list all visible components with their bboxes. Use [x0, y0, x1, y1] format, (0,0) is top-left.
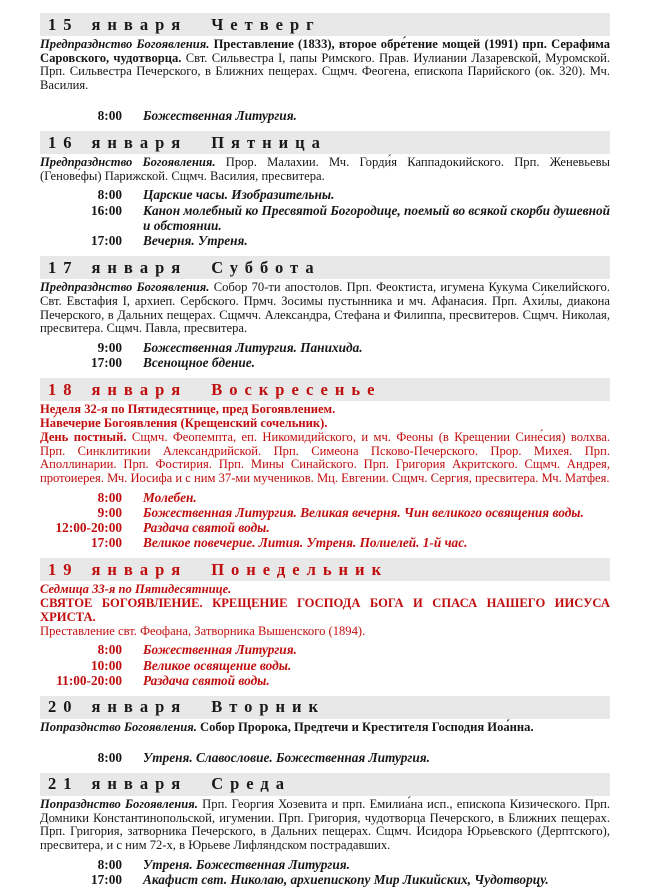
- service-title: Канон молебный ко Пресвятой Богородице, поемый во всякой скорби душевной и обстоянии.: [143, 202, 611, 233]
- feast-description: [40, 597, 610, 624]
- feast-text: Неделя 32-я по Пятидесятнице, пред Богоявлением.: [40, 402, 336, 417]
- day-weekday: Четверг: [211, 14, 321, 34]
- day-section: [40, 378, 610, 550]
- day-date: 15: [48, 14, 79, 34]
- feast-description: [40, 798, 610, 853]
- service-time: 8:00: [97, 489, 122, 505]
- service-row: [40, 203, 610, 233]
- service-time: 8:00: [97, 856, 122, 872]
- day-month: января: [91, 559, 188, 579]
- service-row: [40, 108, 610, 123]
- feast-text: День постный.: [40, 429, 132, 444]
- service-list: [40, 642, 610, 688]
- service-row: [40, 673, 610, 688]
- day-date: 18: [48, 379, 79, 399]
- feast-text: Сщмч. Феопемпта, еп. Никомидийского, и мч. Феоны (в Крещении Сине́сия) волхва. Прп. Синклитикии Александрийской. Прп. Симеона Псково-Печерского. Прор. Михея. Прп. Аполлинарии. Прп. Фостирия. Прп. Мины Синайского. Прп. Григория Акритского. Сщмч. Андрея, протоиерея. Мч. Иосифа и с ним 37-ми мучеников. Мц. Евгении. Сщмч. Сергия, пресвитера. Мч. Матфея.: [40, 429, 610, 485]
- service-row: [40, 233, 610, 248]
- day-date: 17: [48, 257, 79, 277]
- service-row: [40, 535, 610, 550]
- service-time: 16:00: [90, 202, 122, 218]
- service-time: 9:00: [97, 504, 122, 520]
- feast-text: Седмица 33-я по Пятидесятнице.: [40, 582, 232, 597]
- service-title: Утреня. Божественная Литургия.: [143, 856, 350, 872]
- feast-description: [40, 431, 610, 486]
- feast-text: Преставление свт. Феофана, Затворника Вышенского (1894).: [40, 623, 366, 638]
- day-section: [40, 558, 610, 687]
- day-descriptions: [40, 281, 610, 336]
- feast-description: [40, 625, 610, 639]
- day-header: [40, 131, 610, 154]
- feast-text: На́вечерие Богоявления (Крещенский сочельник).: [40, 416, 328, 431]
- day-month: января: [91, 379, 188, 399]
- service-title: Царские часы. Изобразительны.: [143, 187, 335, 203]
- day-header: [40, 256, 610, 279]
- feast-text: Свт. Сильвестра I, папы Римского. Прав. Иулиании Лазаревской, Муромской. Прп. Сильвестра Печерского, в Ближних пещерах. Сщмч. Феогена, епископа Парийского (ок. 320). Мч. Василия.: [40, 50, 611, 93]
- service-title: Божественная Литургия. Панихида.: [143, 340, 363, 356]
- service-row: [40, 857, 610, 872]
- day-weekday: Среда: [211, 774, 291, 794]
- service-time: 9:00: [97, 340, 122, 356]
- service-list: [40, 490, 610, 551]
- service-list: [40, 750, 610, 765]
- service-list: [40, 857, 610, 887]
- service-row: [40, 872, 610, 887]
- service-row: [40, 355, 610, 370]
- service-title: Утреня. Славословие. Божественная Литургия.: [143, 749, 430, 765]
- feast-text: Предпразднство Богоявления.: [40, 280, 214, 295]
- feast-text: Преставление (1833), второе обре́тение мощей (1991) прп. Серафима Саровского, чудотворца.: [40, 37, 610, 65]
- day-descriptions: [40, 156, 610, 183]
- day-header: [40, 773, 610, 796]
- feast-text: Собор Пророка, Предтечи и Крестителя Господня Иоа́нна.: [200, 719, 534, 734]
- service-title: Раздача святой воды.: [143, 520, 270, 536]
- service-time: 17:00: [90, 355, 122, 371]
- service-row: [40, 750, 610, 765]
- feast-text: Предпразднство Богоявления.: [40, 155, 226, 170]
- feast-text: Прп. Георгия Хозевита и прп. Емилиа́на исп., епископа Кизического. Прп. Домники Константинопольской, игумении. Прп. Григория, чудотворца Печерского, в Ближних пещерах. Прп. Григория, затворника Печерского, в Дальних пещерах. Сщмч. Исидора Юрьевского (Дерптского), пресвитера, и с ним 72-х, в Юрьеве Лифляндском пострадавших.: [40, 796, 610, 852]
- feast-description: [40, 403, 610, 417]
- day-weekday: Вторник: [211, 697, 326, 717]
- feast-text: Попразднство Богоявления.: [40, 796, 203, 811]
- service-row: [40, 520, 610, 535]
- feast-description: [40, 417, 610, 431]
- day-descriptions: [40, 798, 610, 853]
- day-month: января: [91, 257, 188, 277]
- day-weekday: Суббота: [211, 257, 321, 277]
- day-date: 21: [48, 774, 79, 794]
- day-date: 19: [48, 559, 79, 579]
- day-section: [40, 256, 610, 370]
- service-time: 8:00: [97, 642, 122, 658]
- day-section: [40, 131, 610, 248]
- feast-text: Предпразднство Богоявления.: [40, 37, 214, 51]
- day-month: января: [91, 14, 188, 34]
- service-title: Божественная Литургия.: [143, 642, 297, 658]
- service-title: Великое освящение воды.: [143, 657, 292, 673]
- day-header: [40, 13, 610, 36]
- service-title: Всенощное бдение.: [143, 355, 255, 371]
- day-descriptions: [40, 721, 610, 735]
- service-row: [40, 187, 610, 202]
- day-weekday: Воскресенье: [211, 379, 382, 399]
- day-descriptions: [40, 403, 610, 485]
- day-descriptions: [40, 38, 610, 93]
- service-title: Вечерня. Утреня.: [143, 233, 248, 249]
- service-title: Божественная Литургия. Великая вечерня. Чин великого освящения воды.: [143, 504, 584, 520]
- feast-description: [40, 721, 610, 735]
- day-section: [40, 696, 610, 765]
- service-time: 17:00: [90, 233, 122, 249]
- service-time: 17:00: [90, 535, 122, 551]
- service-time: 8:00: [97, 749, 122, 765]
- day-header: [40, 558, 610, 581]
- service-title: Великое повечерие. Лития. Утреня. Полиелей. 1-й час.: [143, 535, 468, 551]
- service-list: [40, 340, 610, 370]
- service-time: 11:00-20:00: [56, 672, 122, 688]
- day-header: [40, 378, 610, 401]
- day-section: [40, 13, 610, 123]
- day-section: [40, 773, 610, 887]
- service-row: [40, 658, 610, 673]
- feast-description: [40, 281, 610, 336]
- day-weekday: Пятница: [211, 132, 327, 152]
- service-time: 8:00: [97, 187, 122, 203]
- feast-description: [40, 583, 610, 597]
- feast-description: [40, 156, 610, 183]
- service-title: Раздача святой воды.: [143, 672, 270, 688]
- service-row: [40, 505, 610, 520]
- day-date: 16: [48, 132, 79, 152]
- service-row: [40, 340, 610, 355]
- service-title: Акафист свт. Николаю, архиепископу Мир Ликийских, Чудотворцу.: [143, 871, 549, 887]
- service-row: [40, 642, 610, 657]
- day-descriptions: [40, 583, 610, 638]
- service-row: [40, 490, 610, 505]
- feast-text: Попразднство Богоявления.: [40, 719, 200, 734]
- service-list: [40, 108, 610, 123]
- day-month: января: [91, 132, 188, 152]
- service-title: Молебен.: [143, 489, 197, 505]
- day-month: января: [91, 774, 188, 794]
- service-title: Божественная Литургия.: [143, 107, 297, 123]
- service-list: [40, 187, 610, 248]
- feast-text: Прор. Малахии. Мч. Горди́я Каппадокийского. Прп. Женевьевы (Генове́фы) Парижской. Сщмч. Василия, пресвитера.: [40, 155, 610, 183]
- service-time: 10:00: [90, 657, 122, 673]
- service-time: 12:00-20:00: [55, 520, 122, 536]
- service-time: 8:00: [97, 107, 122, 123]
- day-header: [40, 696, 610, 719]
- feast-description: [40, 38, 610, 93]
- feast-text: СВЯТОЕ БОГОЯВЛЕНИЕ. КРЕЩЕНИЕ ГОСПОДА БОГА И СПАСА НАШЕГО ИИСУСА ХРИСТА.: [40, 596, 610, 624]
- day-month: января: [91, 697, 188, 717]
- day-date: 20: [48, 697, 79, 717]
- day-weekday: Понедельник: [211, 559, 389, 579]
- feast-text: Собор 70-ти апостолов. Прп. Феоктиста, игумена Кукума Сикелийского. Свт. Евстафия I, архиеп. Сербского. Прмч. Зосимы пустынника и мч. Афанасия. Прп. Ахи́лы, диакона Печерского, в Дальних пещерах. Сщмчч. Александра, Стефана и Филиппа, пресвитеров. Сщмч. Николая, пресвитера. Сщмч. Павла, пресвитера.: [40, 280, 610, 336]
- service-time: 17:00: [90, 871, 122, 887]
